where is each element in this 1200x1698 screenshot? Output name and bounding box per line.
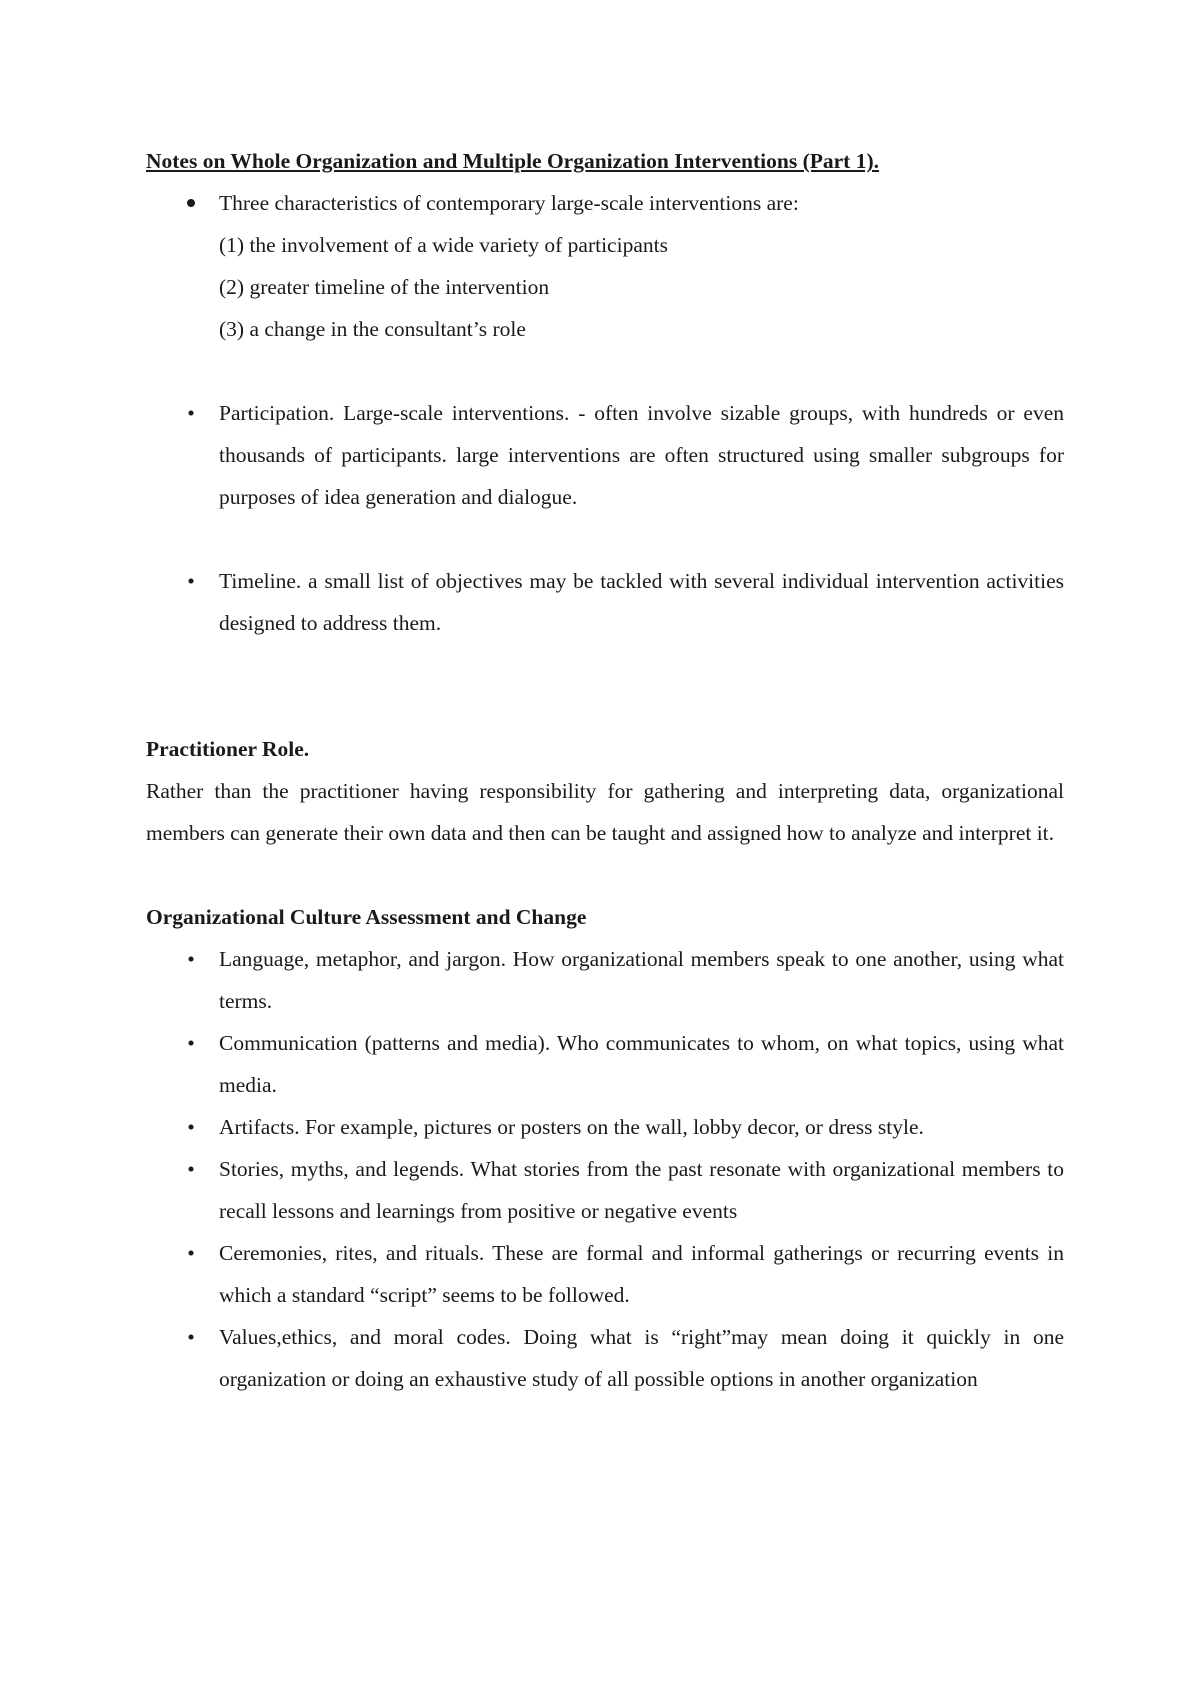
bullet-text: Ceremonies, rites, and rituals. These are formal and informal gatherings or recurring events in which a standard “script” seems to be followed.	[219, 1241, 1064, 1307]
bullet-icon: •	[187, 1325, 195, 1349]
culture-list-item	[146, 1148, 1064, 1232]
culture-list-item	[146, 1022, 1064, 1106]
characteristic-item: (2) greater timeline of the intervention	[219, 275, 550, 299]
bullet-text: Language, metaphor, and jargon. How organizational members speak to one another, using what terms.	[219, 947, 1064, 1013]
bullet-icon: •	[187, 947, 195, 971]
culture-heading: Organizational Culture Assessment and Change	[146, 905, 587, 929]
bullet-icon: •	[187, 401, 195, 425]
culture-list-item	[146, 1106, 1064, 1148]
bullet-icon: •	[187, 1157, 195, 1181]
bullet-icon: •	[187, 569, 195, 593]
bullet-icon: •	[187, 1031, 195, 1055]
characteristic-item: (1) the involvement of a wide variety of participants	[219, 233, 668, 257]
document-title: Notes on Whole Organization and Multiple Organization Interventions (Part 1).	[146, 149, 879, 173]
bullet-icon: •	[187, 1241, 195, 1265]
practitioner-paragraph: Rather than the practitioner having responsibility for gathering and interpreting data, organizational members can generate their own data and then can be taught and assigned how to analyze and interpret it.	[146, 779, 1064, 845]
timeline-bullet	[146, 560, 1064, 644]
bullet-text: Values,ethics, and moral codes. Doing what is “right”may mean doing it quickly in one organization or doing an exhaustive study of all possible options in another organization	[219, 1325, 1064, 1391]
practitioner-heading: Practitioner Role.	[146, 737, 310, 761]
bullet-text: Timeline. a small list of objectives may be tackled with several individual intervention activities designed to address them.	[219, 569, 1064, 635]
characteristics-bullet	[146, 182, 1064, 224]
characteristic-item: (3) a change in the consultant’s role	[219, 317, 526, 341]
characteristics-intro: Three characteristics of contemporary large-scale interventions are:	[219, 191, 799, 215]
filled-bullet-icon	[181, 182, 201, 224]
bullet-text: Participation. Large-scale interventions. - often involve sizable groups, with hundreds or even thousands of participants. large interventions are often structured using smaller subgroups for purposes of idea generation and dialogue.	[219, 401, 1064, 509]
document-page	[146, 140, 1064, 1400]
culture-list-item	[146, 938, 1064, 1022]
participation-bullet	[146, 392, 1064, 518]
culture-list-item	[146, 1232, 1064, 1316]
bullet-text: Communication (patterns and media). Who communicates to whom, on what topics, using what media.	[219, 1031, 1064, 1097]
bullet-text: Stories, myths, and legends. What stories from the past resonate with organizational members to recall lessons and learnings from positive or negative events	[219, 1157, 1064, 1223]
culture-list-item	[146, 1316, 1064, 1400]
bullet-text: Artifacts. For example, pictures or posters on the wall, lobby decor, or dress style.	[219, 1115, 924, 1139]
bullet-icon: •	[187, 1115, 195, 1139]
